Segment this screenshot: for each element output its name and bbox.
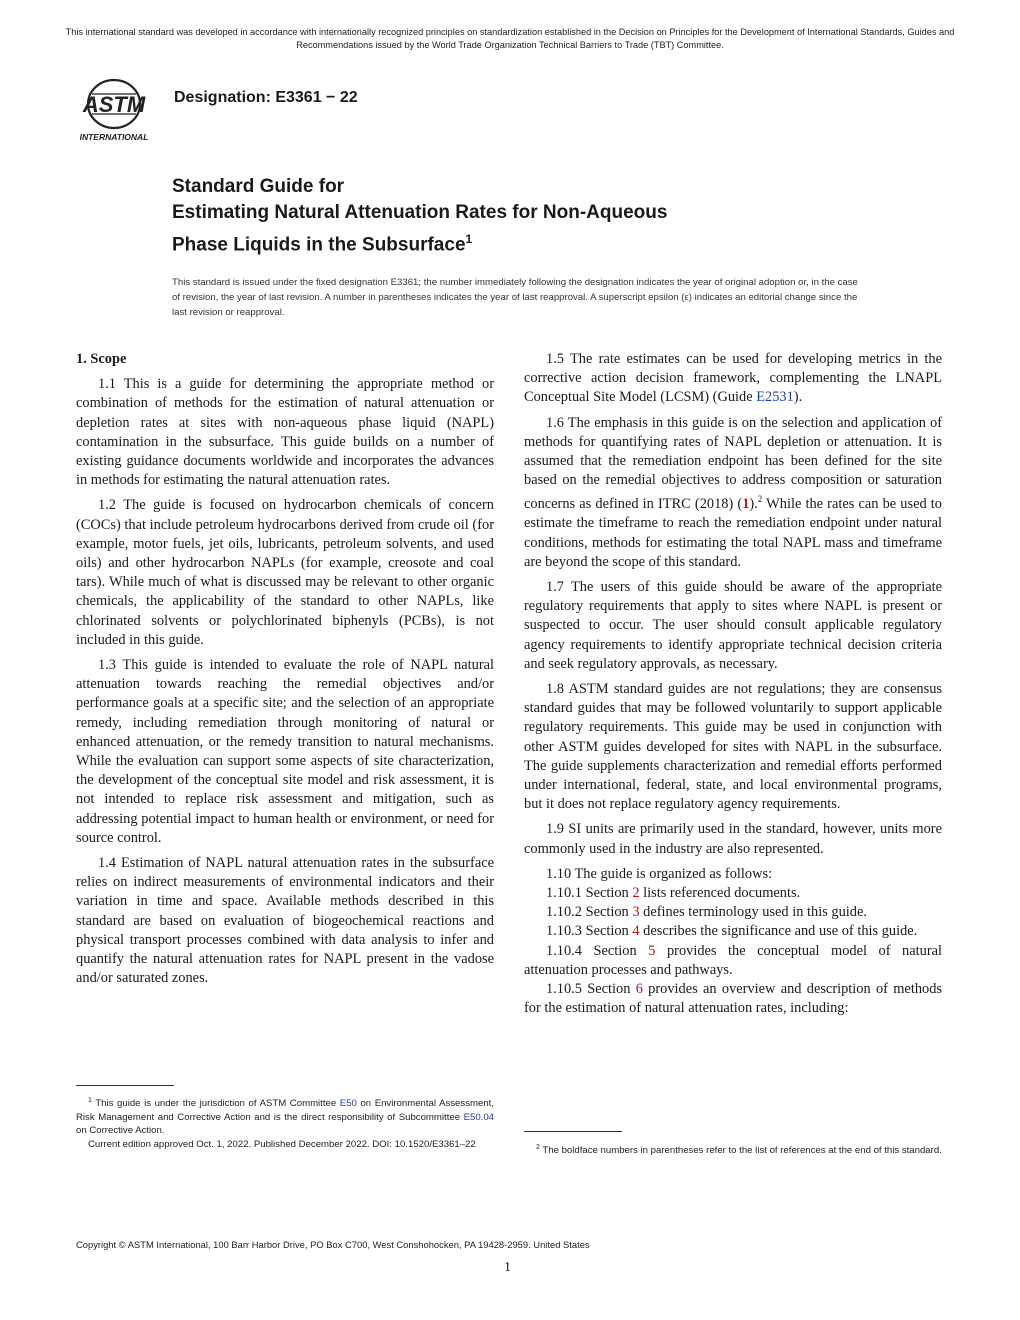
column-right (524, 350, 942, 1019)
paragraph-1-4: 1.4 Estimation of NAPL natural attenuation rates in the subsurface relies on indirect measurements of environmental indicators and their variation in time and space. Available methods described in this standard are based on evaluation of biogeochemical reactions and physical transport processes combined with data analysis to infer and quantify the natural attenuation rates for NAPL present in the vadose and/or saturated zones. (76, 855, 494, 987)
paragraph-1-6: 1.6 The emphasis in this guide is on the selection and application of methods for quantifying rates of NAPL depletion or attenuation. It is assumed that the remediation endpoint has been defined for the site based on the remedial objectives to address composition or saturation concerns as defined in ITRC (2018) (1).$^2$ While the rates can be used to estimate the timeframe to reach the remediation endpoint under natural conditions, methods for estimating the total NAPL mass and timeframe are beyond the scope of this standard. (524, 414, 942, 570)
section-link-6[interactable]: 6 (635, 981, 643, 998)
section-link-4[interactable]: 4 (632, 923, 640, 940)
logo-subtitle: INTERNATIONAL (79, 132, 149, 142)
title-line-2: Estimating Natural Attenuation Rates for Non-Aqueous (172, 202, 668, 223)
logo-text: ASTM (82, 92, 146, 117)
footnote-1-edition: Current edition approved Oct. 1, 2022. Published December 2022. DOI: 10.1520/E3361–22 (88, 1138, 476, 1150)
paragraph-1-10: 1.10 The guide is organized as follows: (546, 865, 773, 882)
section-link-2[interactable]: 2 (632, 885, 640, 902)
footnote-1: $^1$ This guide is under the jurisdiction of ASTM Committee E50 on Environmental Assessment, Risk Management and Corrective Action and is the direct responsibility of Subcommittee E50.04 on Corrective Action. Current edition approved Oct. 1, 2022. Published December 2022. DOI: 10.1520/E3361–22 (76, 1097, 494, 1150)
paragraph-1-3: 1.3 This guide is intended to evaluate the role of NAPL natural attenuation towards reaching the remedial objectives and/or performance goals at a specific site; and the selection of an appropriate remedy, including remediation through monitoring of natural or enhanced attenuation, or the remedy transition to natural mechanisms. While the evaluation can support some aspects of site characterization, the development of the conceptual site model and risk assessment, it is not intended to replace risk assessment and mitigation, such as addressing potential impact to human health or environment, or need for source control. (76, 657, 494, 846)
copyright: Copyright © ASTM International, 100 Barr Harbor Drive, PO Box C700, West Conshohocken, PA 19428-2959. United States (76, 1239, 590, 1250)
paragraph-1-9: 1.9 SI units are primarily used in the standard, however, units more commonly used in the industry are also represented. (524, 821, 942, 857)
section-heading-scope: 1. Scope (76, 351, 127, 367)
footnote-divider-left (76, 1085, 174, 1086)
astm-logo (66, 74, 166, 144)
link-e2531[interactable]: E2531 (756, 389, 794, 406)
list-item: 1.10.2 Section 3 defines terminology used in this guide. (546, 904, 867, 921)
paragraph-1-8: 1.8 ASTM standard guides are not regulations; they are consensus standard guides that may be followed voluntarily to support applicable regulatory requirements. This guide may be used in conjunction with other ASTM guides developed for sites with NAPL in the subsurface. The guide supplements characterization and remedial efforts performed under international, federal, state, and local environmental programs, but it does not replace regulatory agency requirements. (524, 681, 942, 813)
title-footnote-mark[interactable]: 1 (465, 232, 473, 246)
title-line-3: Phase Liquids in the Subsurface$^1$ (172, 232, 473, 256)
column-left (76, 350, 494, 995)
list-item: 1.10.4 Section 5 provides the conceptual model of natural attenuation processes and pathways. (524, 942, 942, 978)
paragraph-1-2: 1.2 The guide is focused on hydrocarbon chemicals of concern (COCs) that include petroleum hydrocarbons derived from crude oil (for example, motor fuels, jet oils, lubricants, petroleum solvents, and used oils) and other hydrocarbon NAPLs (for example, creosote and coal tars). While much of what is discussed may be relevant to other organic chemicals, the applicability of the standard to other NAPLs, like chlorinated solvents or polychlorinated biphenyls (PCBs), is not included in this guide. (76, 497, 494, 648)
section-link-3[interactable]: 3 (632, 904, 640, 921)
standards-notice: This international standard was developed in accordance with internationally recognized principles on standardization established in the Decision on Principles for the Development of International Standards, Guides and Recommendations issued by the World Trade Organization Technical Barriers to Trade (TBT) Committee. (65, 27, 955, 50)
list-item: 1.10.1 Section 2 lists referenced documents. (546, 885, 801, 902)
document-title (172, 174, 872, 258)
footnote-2: $^2$ The boldface numbers in parentheses refer to the list of references at the end of this standard. (536, 1144, 942, 1157)
issued-note: This standard is issued under the fixed designation E3361; the number immediately following the designation indicates the year of original adoption or, in the case of revision, the year of last revision. A number in parentheses indicates the year of last reapproval. A superscript epsilon (ε) indicates an editorial change since the last revision or reapproval. (172, 277, 858, 318)
paragraph-1-7: 1.7 The users of this guide should be aware of the appropriate regulatory requirements that apply to sites where NAPL is present or suspected to occur. The user should consult applicable regulatory agency requirements to identify appropriate technical decision criteria and seek regulatory approvals, as necessary. (524, 579, 942, 672)
reference-1-link[interactable]: 1 (742, 496, 750, 513)
page-number: 1 (504, 1260, 511, 1275)
paragraph-1-5: 1.5 The rate estimates can be used for developing metrics in the corrective action decision framework, complementing the LNAPL Conceptual Site Model (LCSM) (Guide E2531). (524, 351, 942, 406)
section-link-5[interactable]: 5 (648, 942, 656, 959)
footnote-2-mark[interactable]: 2 (757, 494, 763, 505)
paragraph-1-1: 1.1 This is a guide for determining the appropriate method or combination of methods for the estimation of natural attenuation or depletion rates at sites with non-aqueous phase liquid (NAPL) contamination in the subsurface. This guide builds on a number of existing guidance documents worldwide and incorporates the advances in methods for estimating the natural attenuation rates. (76, 376, 494, 489)
list-item: 1.10.5 Section 6 provides an overview and description of methods for the estimation of natural attenuation rates, including: (524, 981, 942, 1017)
astm-logo-icon (66, 74, 166, 144)
link-e50-04[interactable]: E50.04 (463, 1111, 494, 1123)
designation: Designation: E3361 − 22 (174, 89, 358, 106)
footnote-divider-right (524, 1131, 622, 1132)
list-item: 1.10.3 Section 4 describes the significance and use of this guide. (546, 923, 918, 940)
title-line-1: Standard Guide for (172, 176, 345, 197)
link-e50[interactable]: E50 (339, 1098, 357, 1110)
